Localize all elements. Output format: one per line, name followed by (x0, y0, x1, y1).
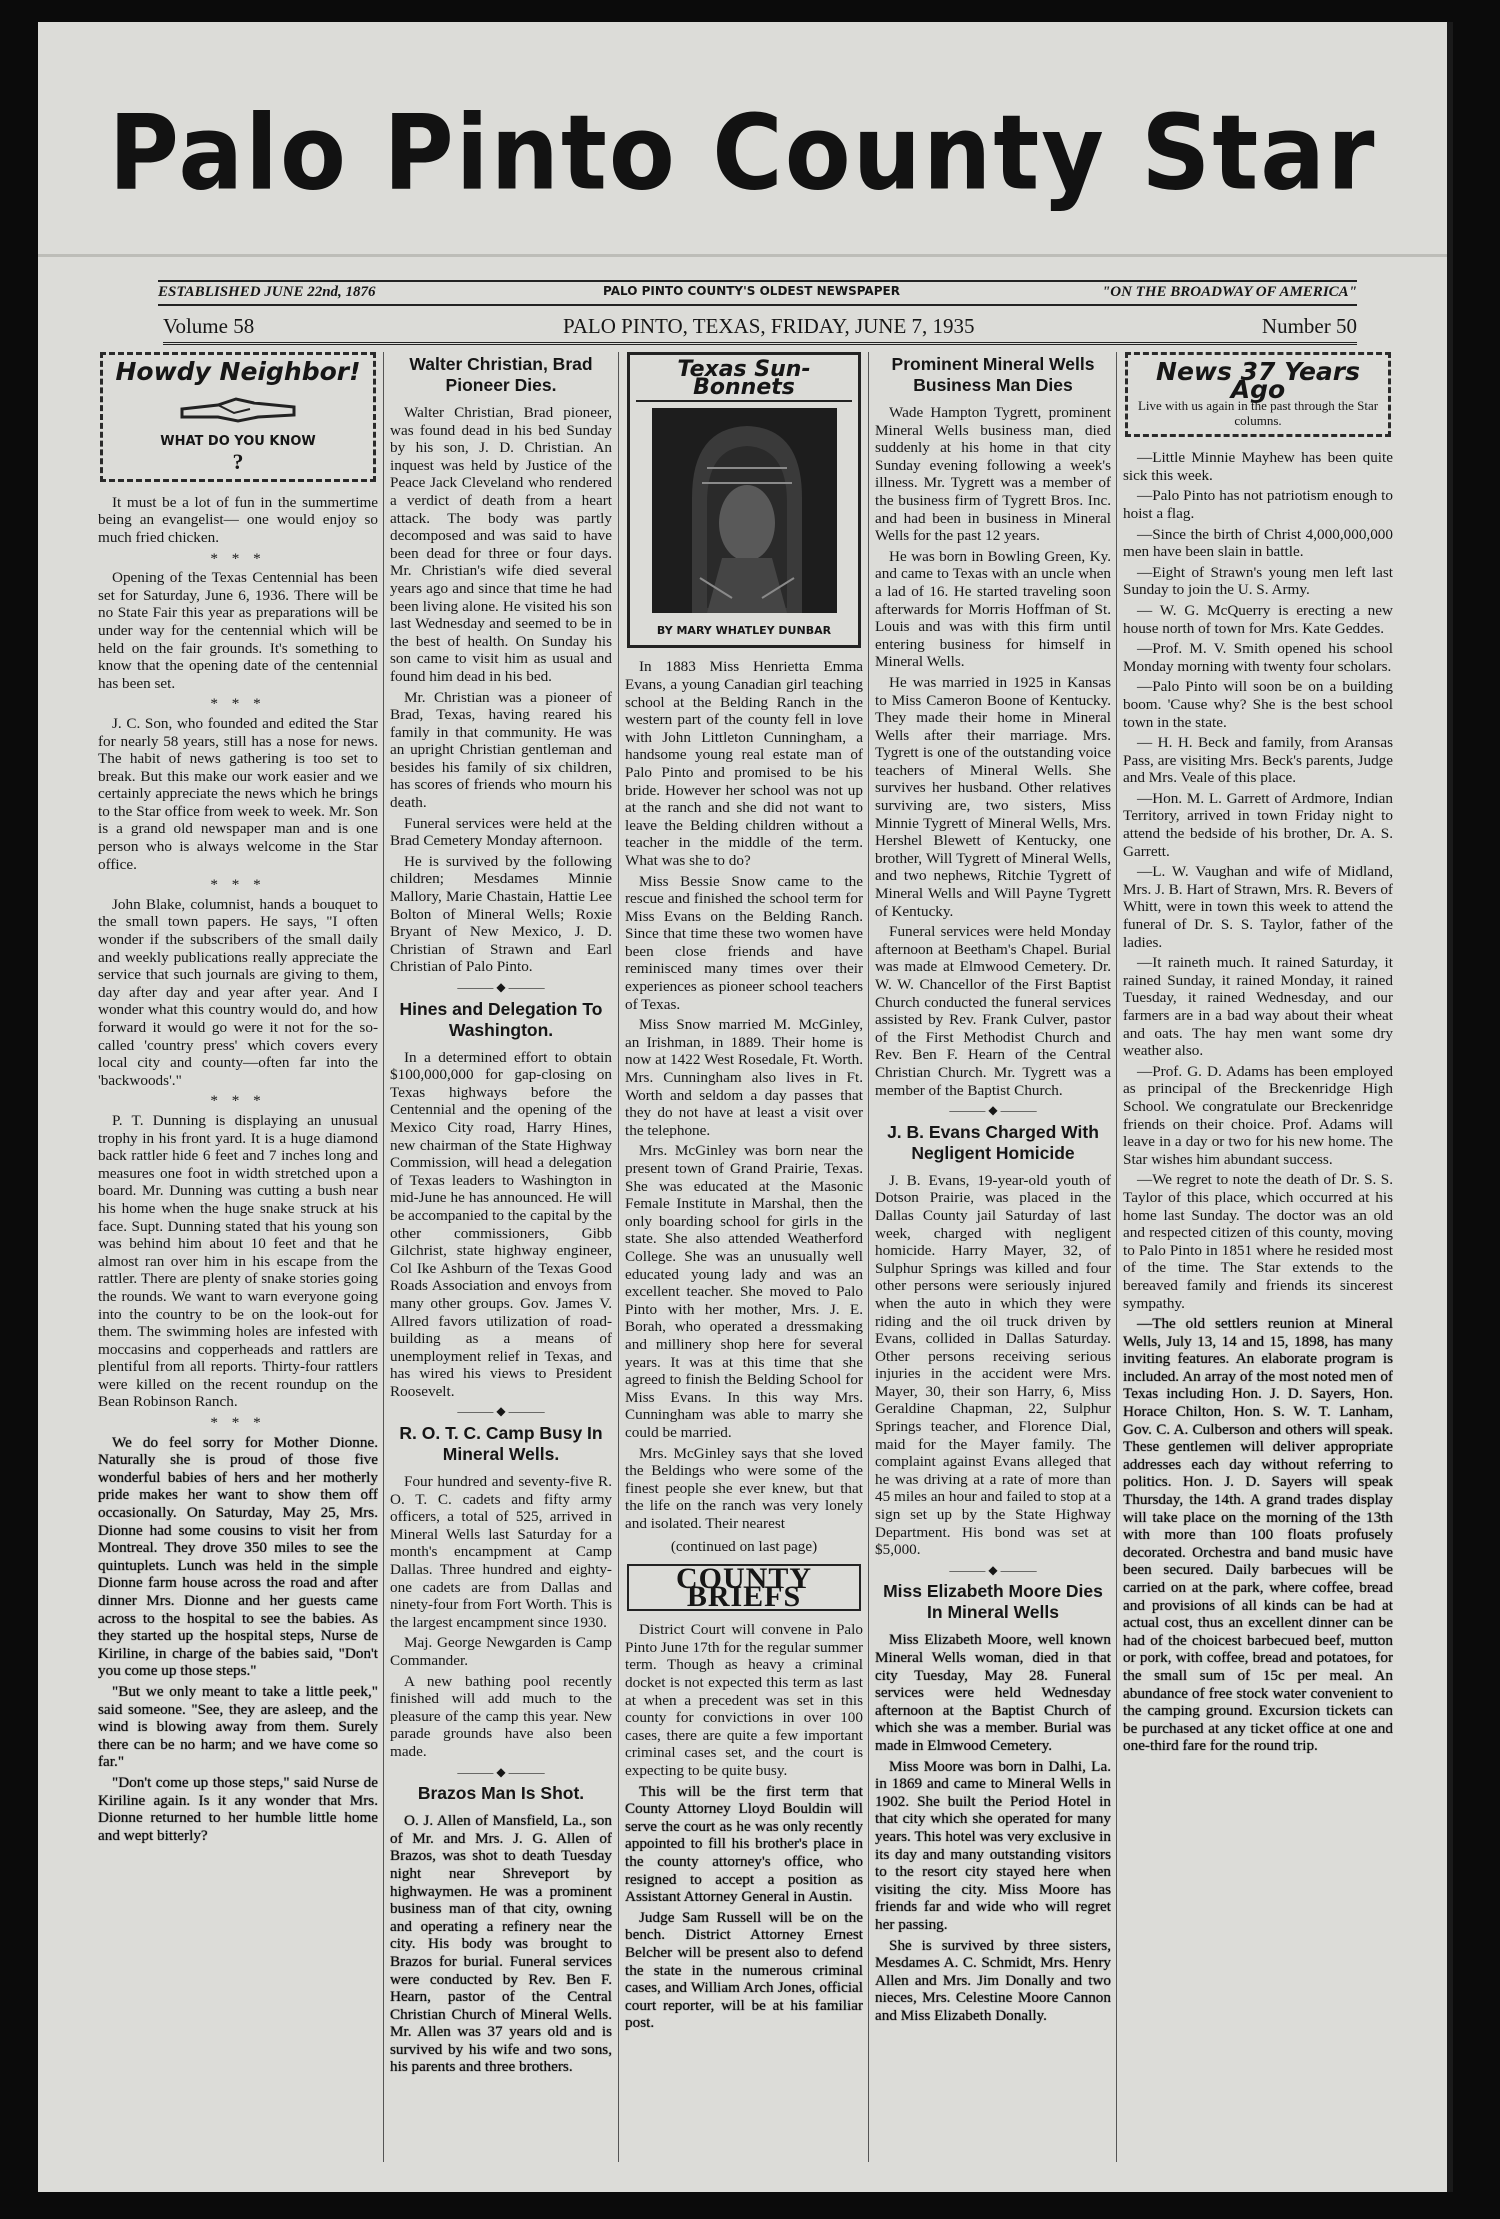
paragraph: Mr. Christian was a pioneer of Brad, Texas, having reared his family in that community. He was an upright Christian gentleman and besides his family of six children, has scores of friends who mourn his death. (390, 688, 612, 812)
headline-brazos-man-shot: Brazos Man Is Shot. (417, 1783, 585, 1804)
handshake-icon (178, 387, 298, 427)
paragraph: Miss Elizabeth Moore, well known Mineral Wells woman, died in that city Tuesday, May 28. Funeral services were held Wednesday afternoon at the Baptist Church of which she was a member. Burial was made in Elmwood Cemetery. (875, 1631, 1111, 1754)
paragraph: In 1883 Miss Henrietta Emma Evans, a young Canadian girl teaching school at the Belding Ranch in the western part of the county fell in love with John Littleton Cunningham, a handsome young real estate man of Palo Pinto and promised to be his bride. However her school was not up at the ranch and she did not want to leave the Belding children without a teacher in the middle of the term. What was she to do? (625, 658, 863, 869)
news-37-years-subtitle: Live with us again in the past through the Star columns. (1137, 398, 1379, 429)
paragraph: Mrs. McGinley was born near the present town of Grand Prairie, Texas. She was educated at the Masonic Female Institute in Marshal, then the only boarding school for girls in the state. She also attended Weatherford College. She was an unusually well educated young lady and was an excellent teacher. She moved to Palo Pinto with her mother, Mrs. J. E. Borah, who operated a dressmaking and millinery shop here for several years. It was at this time that she agreed to finish the Belding School for Miss Evans. In this way Mrs. Cunningham was able to marry she could be married. (625, 1142, 863, 1441)
bonnet-woman-portrait (652, 408, 837, 613)
date-place-label: PALO PINTO, TEXAS, FRIDAY, JUNE 7, 1935 (563, 314, 975, 338)
paragraph: Judge Sam Russell will be on the bench. District Attorney Ernest Belcher will be present also to defend the state in the numerous criminal cases, and William Arch Jones, official court reporter, will be at his familiar post. (625, 1908, 863, 2032)
dateline (163, 314, 1357, 345)
section-stars: * * * (210, 1414, 266, 1432)
masthead-subline (158, 280, 1357, 306)
paragraph: —We regret to note the death of Dr. S. S. Taylor of this place, which occurred at his home last Sunday. The doctor was an old and respected citizen of this county, moving to Palo Pinto in 1851 where he resided most of the time. The Star extends to the bereaved family and friends its sincerest sympathy. (1123, 1171, 1393, 1312)
paragraph: She is survived by three sisters, Mesdames A. C. Schmidt, Mrs. Henry Allen and Mrs. Jim Donally and two nieces, Mrs. Celestine Moore Cannon and Miss Elizabeth Donally. (875, 1936, 1111, 2024)
headline-tygrett-dies: Prominent Mineral Wells Business Man Dies (891, 354, 1095, 395)
sun-bonnets-title: Texas Sun-Bonnets (636, 361, 852, 402)
column-rule (868, 352, 869, 2162)
paragraph: —Since the birth of Christ 4,000,000,000 men have been slain in battle. (1123, 525, 1393, 561)
paragraph: We do feel sorry for Mother Dionne. Naturally she is proud of those five wonderful babies of hers and her motherly pride makes her want to show them off occasionally. On Saturday, May 25, Mrs. Dionne had some cousins to visit her from Montreal. They drove 350 miles to see the quintuplets. Lunch was held in the simple Dionne farm house across the road and after dinner Mrs. Dionne and her guests came across to the hospital to see the babies. As they started up the hospital steps, Nurse de Kiriline, in charge of the babies said, "Don't you come up those steps." (98, 1433, 378, 1680)
paragraph: "But we only meant to take a little peek," said someone. "See, they are asleep, and the wind is blowing away from them. Surely there can be no harm; and we have come so far." (98, 1682, 378, 1771)
paragraph: —Palo Pinto will soon be on a building boom. 'Cause why? She is the best school town in the state. (1123, 678, 1393, 731)
continued-note: (continued on last page) (670, 1538, 818, 1556)
paragraph: Miss Moore was born in Dalhi, La. in 1869 and came to Mineral Wells in 1902. She built the Period Hotel in that city which she operated for many years. This hotel was very exclusive in its day and many outstanding visitors to the resort city stayed here when visiting the city. Miss Moore has friends far and wide who will regret her passing. (875, 1757, 1111, 1933)
slogan-line: "ON THE BROADWAY OF AMERICA" (1101, 284, 1357, 300)
ornament-divider: ——— ◆ ——— (457, 1404, 545, 1419)
section-stars: * * * (210, 876, 266, 894)
paragraph: District Court will convene in Palo Pinto June 17th for the regular summer term. Though as heavy a criminal docket is not expected this term as last at when a precedent was set in this county for convictions in over 100 cases, there are quite a few important criminal cases set, and the court is expecting to be quite busy. (625, 1621, 863, 1779)
column-local-news (390, 352, 612, 2172)
paragraph: "Don't come up those steps," said Nurse de Kiriline again. Is it any wonder that Mrs. Dionne returned to her humble little home and wept bitterly? (98, 1773, 378, 1844)
paragraph: J. C. Son, who founded and edited the Star for nearly 58 years, still has a nose for news. The habit of news gathering is too set to break. But this make our work easier and we certainly appreciate the news which he brings to the Star office from week to week. Mr. Son is a grand old newspaper man and is one person who is always welcome in the Star office. (98, 714, 378, 873)
paragraph: —L. W. Vaughan and wife of Midland, Mrs. J. B. Hart of Strawn, Mrs. R. Bevers of Whitt, were in town this week to attend the funeral of Dr. S. S. Taylor, father of the ladies. (1123, 863, 1393, 951)
news-37-years-title: News 37 Years Ago (1156, 357, 1360, 404)
masthead-title: Palo Pinto County Star (108, 92, 1377, 214)
paragraph: P. T. Dunning is displaying an unusual trophy in his front yard. It is a huge diamond back rattler hide 6 feet and 7 inches long and measures one foot in width stretched upon a board. Mr. Dunning was cutting a bush near his home when the huge snake struck at his face. Supt. Dunning stated that his young son was behind him about 10 feet and that he almost ran over him in his escape from the rattler. There are plenty of snake stories going the rounds. We want to warn everyone going into the country to be on the look-out for them. The swimming holes are infested with moccasins and copperheads and rattlers are plentiful from all reports. Thirty-four rattlers were killed on the recent roundup on the Bean Robinson Ranch. (98, 1111, 378, 1411)
ornament-divider: ——— ◆ ——— (457, 1764, 545, 1779)
paragraph: He was born in Bowling Green, Ky. and came to Texas with an uncle when a lad of 16. He started traveling soon afterwards for Morris Hoffman of St. Louis and was with this firm until entering business for himself in Mineral Wells. (875, 547, 1111, 671)
paragraph: O. J. Allen of Mansfield, La., son of Mr. and Mrs. J. G. Allen of Brazos, was shot to death Tuesday night near Shreveport by highwaymen. He was a prominent business man of that city, owning and operating a refinery near the city. His body was brought to Brazos for burial. Funeral services were conducted by Rev. Ben F. Hearn, pastor of the Central Christian Church of Mineral Wells. Mr. Allen was 37 years old and is survived by his wife and two sons, his parents and three brothers. (390, 1812, 612, 2076)
paragraph: Mrs. McGinley says that she loved the Beldings who were some of the finest people she ever knew, but that the life on the ranch was very lonely and isolated. Their nearest (625, 1444, 863, 1532)
paragraph: In a determined effort to obtain $100,000,000 for gap-closing on Texas highways before the Centennial and the opening of the Mexico City road, Harry Hines, new chairman of the State Highway Commission, will head a delegation of Texas leaders to Washington in mid-June he has announced. He will be accompanied to the capital by the other commissioners, Gibb Gilchrist, state highway engineer, Col Ike Ashburn of the Texas Good Roads Association and envoys from many other groups. Gov. James V. Allred favors utilization of road-building as a means of unemployment relief in Texas, and has wired his views to President Roosevelt. (390, 1048, 612, 1400)
issue-number-label: Number 50 (1261, 314, 1357, 338)
paragraph: Miss Bessie Snow came to the rescue and finished the school term for Miss Evans on the Belding Ranch. Since that time these two women have been close friends and have reminisced many times over their experiences as pioneer school teachers of Texas. (625, 872, 863, 1013)
section-stars: * * * (210, 695, 266, 713)
section-stars: * * * (210, 549, 266, 567)
paragraph: Funeral services were held Monday afternoon at Beetham's Chapel. Burial was made at Elmwood Cemetery. Dr. W. W. Chancellor of the First Baptist Church conducted the funeral services assisted by Rev. Frank Culver, pastor of the First Methodist Church and Rev. Ben F. Hearn of the Central Christian Church. Mr. Tygrett was a member of the Baptist Church. (875, 923, 1111, 1099)
paragraph: —Palo Pinto has not patriotism enough to hoist a flag. (1123, 487, 1393, 522)
paragraph: —It raineth much. It rained Saturday, it rained Sunday, it rained Monday, it rained Tuesday, it rained Wednesday, and our farmers are in a bad way about their wheat and oats. The hay men want some dry weather also. (1123, 954, 1393, 1060)
paragraph: It must be a lot of fun in the summertime being an evangelist— one would enjoy so much fried chicken. (98, 493, 378, 546)
paragraph: —Hon. M. L. Garrett of Ardmore, Indian Territory, arrived in town Friday night to attend the bedside of his brother, Dr. A. S. Garrett. (1123, 789, 1393, 860)
paragraph: —Prof. G. D. Adams has been employed as principal of the Breckenridge High School. We congratulate our Breckenridge friends on their choice. Prof. Adams will leave in a day or two for his new home. The Star wishes him abundant success. (1123, 1062, 1393, 1168)
paragraph: —Eight of Strawn's young men left last Sunday to join the U. S. Army. (1123, 563, 1393, 599)
ornament-divider: ——— ◆ ——— (949, 1103, 1037, 1118)
paragraph: Walter Christian, Brad pioneer, was found dead in his bed Sunday by his son, J. D. Christian. An inquest was held by Justice of the Peace Jack Cleveland who rendered a verdict of death from a heart attack. The body was partly decomposed and was said to have been dead for three or four days. Mr. Christian's wife died several years ago and since that time he had been living alone. He visited his son last Wednesday and seemed to be in the best of health. On Sunday his son came to visit him as usual and found him dead in his bed. (390, 404, 612, 685)
newspaper-page (38, 22, 1453, 2192)
news-37-years-box (1125, 352, 1391, 437)
paragraph: This will be the first term that County Attorney Lloyd Bouldin will serve the court as he was only recently appointed to fill his brother's place in the county attorney's office, who resigned to accept a position as Assistant Attorney General in Austin. (625, 1782, 863, 1906)
headline-walter-christian: Walter Christian, Brad Pioneer Dies. (409, 354, 593, 395)
column-news-37-years (1123, 352, 1393, 2172)
county-briefs-banner: COUNTY BRIEFS (627, 1564, 861, 1611)
headline-evans-charged: J. B. Evans Charged With Negligent Homicide (887, 1121, 1099, 1163)
oldest-newspaper-line: PALO PINTO COUNTY'S OLDEST NEWSPAPER (603, 284, 900, 298)
page-fold (38, 254, 1447, 257)
column-rule (1116, 352, 1117, 2162)
paragraph: John Blake, columnist, hands a bouquet to the small town papers. He says, "I often wonder if the subscribers of the small daily and weekly publications really appreciate the service that such journals are giving to them, day after day and year after year. And I wonder what this country would do, and how forward it would go were it not for the so-called 'country press' which covers every local city and county—often far into the 'backwoods'." (98, 895, 378, 1089)
paragraph: —The old settlers reunion at Mineral Wells, July 13, 14 and 15, 1898, has many inviting features. An elaborate program is included. An array of the most noted men of Texas including Hon. J. D. Sayers, Hon. Horace Chilton, Hon. S. W. T. Lanham, Gov. C. A. Culberson and others will speak. These gentlemen will deliver appropriate addresses each day without referring to politics. Hon. J. D. Sayers will speak Thursday, the 14th. A grand trades display will take place on the morning of the 13th with more than 100 floats profusely decorated. Orchestra and band music have been secured. Daily barbecues will be carried on at the park, where coffee, bread and provisions of all kinds can be had at actual cost, thus an excellent dinner can be had of the choicest barbecued beef, mutton or pork, with coffee, bread and potatoes, for the small sum of 15c per meal. An abundance of free stock water convenient to the camping ground. Excursion tickets can be purchased at any ticket office at one and one-third fare for the round trip. (1123, 1315, 1393, 1755)
paragraph: Funeral services were held at the Brad Cemetery Monday afternoon. (390, 814, 612, 850)
what-do-you-know-label: WHAT DO YOU KNOW (160, 434, 316, 450)
paragraph: Four hundred and seventy-five R. O. T. C. cadets and fifty army officers, a total of 525, arrived in Mineral Wells last Saturday for a month's encampment at Camp Dallas. Three hundred and eighty-one cadets are from Dallas and ninety-four from Fort Worth. This is the largest encampment since 1930. (390, 1473, 612, 1631)
paragraph: — H. H. Beck and family, from Aransas Pass, are visiting Mrs. Beck's parents, Judge and Mrs. Veale of this place. (1123, 734, 1393, 787)
paragraph: —Prof. M. V. Smith opened his school Monday morning with twenty four scholars. (1123, 640, 1393, 675)
paragraph: Wade Hampton Tygrett, prominent Mineral Wells business man, died suddenly at his home in that city Sunday evening following a week's illness. Mr. Tygrett was a member of the business firm of Tygrett Bros. Inc. and had been in business in Mineral Wells for the past 12 years. (875, 404, 1111, 545)
howdy-neighbor-title: Howdy Neighbor! (115, 357, 361, 386)
headline-elizabeth-moore: Miss Elizabeth Moore Dies In Mineral Wells (883, 1581, 1103, 1623)
paragraph: Opening of the Texas Centennial has been set for Saturday, June 6, 1936. There will be no State Fair this year as preparations will be under way for the centennial which will be held on the fair grounds. It's something to know that the opening date of the centennial has been set. (98, 569, 378, 692)
paragraph: J. B. Evans, 19-year-old youth of Dotson Prairie, was placed in the Dallas County jail Saturday of last week, charged with negligent homicide. Harry Mayer, 32, of Sulphur Springs was killed and four other persons were seriously injured when the auto in which they were riding and the oil truck driven by Evans, collided in Dallas Saturday. Other persons receiving serious injuries in the accident were Mrs. Mayer, 30, their son Harry, 6, Miss Geraldine Chapman, 22, Sulphur Springs teacher, and Florence Dial, maid for the Mayer family. The complaint against Evans alleged that he was driving at a rate of more than 45 miles an hour and failed to stop at a sign set up by the State Highway Department. His bond was set at $5,000. (875, 1171, 1111, 1559)
question-mark-icon: ? (232, 448, 244, 474)
paragraph: He was married in 1925 in Kansas to Miss Cameron Boone of Kentucky. They made their home in Mineral Wells after their marriage. Mrs. Tygrett is one of the outstanding voice teachers of Mineral Wells. She survives her husband. Other relatives surviving are, two sisters, Miss Minnie Tygrett of Mineral Wells, Mrs. Hershel Blewett of Kentucky, one brother, Will Tygrett of Mineral Wells, and two nephews, Ritchie Tygrett of Mineral Wells and Will Payne Tygrett of Kentucky. (875, 673, 1111, 920)
paragraph: A new bathing pool recently finished will add much to the pleasure of the camp this year. New parade grounds have also been made. (390, 1672, 612, 1760)
paragraph: —Little Minnie Mayhew has been quite sick this week. (1123, 449, 1393, 484)
ornament-divider: ——— ◆ ——— (949, 1562, 1037, 1577)
author-byline: BY MARY WHATLEY DUNBAR (656, 623, 832, 637)
texas-sun-bonnets-box (627, 352, 861, 648)
volume-label: Volume 58 (163, 314, 255, 338)
paragraph: Maj. George Newgarden is Camp Commander. (390, 1634, 612, 1669)
headline-hines-delegation: Hines and Delegation To Washington. (399, 998, 603, 1040)
ornament-divider: ——— ◆ ——— (457, 980, 545, 994)
column-sun-bonnets (625, 352, 863, 2172)
paragraph: — W. G. McQuerry is erecting a new house north of town for Mrs. Kate Geddes. (1123, 601, 1393, 637)
column-rule (383, 352, 384, 2162)
paragraph: He is survived by the following children; Mesdames Minnie Mallory, Marie Chastain, Hattie Lee Bolton of Mineral Wells; Roxie Bryant of New Mexico, J. D. Christian of Strawn and Earl Christian of Palo Pinto. (390, 852, 612, 976)
column-mineral-wells (875, 352, 1111, 2172)
section-stars: * * * (210, 1092, 266, 1110)
paragraph: Miss Snow married M. McGinley, an Irishman, in 1889. Their home is now at 1422 West Rosedale, Ft. Worth. Mrs. Cunningham also lives in Ft. Worth and seldom a day passes that they do not have at least a visit over the telephone. (625, 1016, 863, 1139)
headline-rotc-camp: R. O. T. C. Camp Busy In Mineral Wells. (399, 1423, 603, 1465)
established-line: ESTABLISHED JUNE 22nd, 1876 (158, 284, 376, 300)
column-howdy-neighbor (98, 352, 378, 2172)
column-rule (618, 352, 619, 2162)
howdy-neighbor-box (100, 352, 376, 482)
